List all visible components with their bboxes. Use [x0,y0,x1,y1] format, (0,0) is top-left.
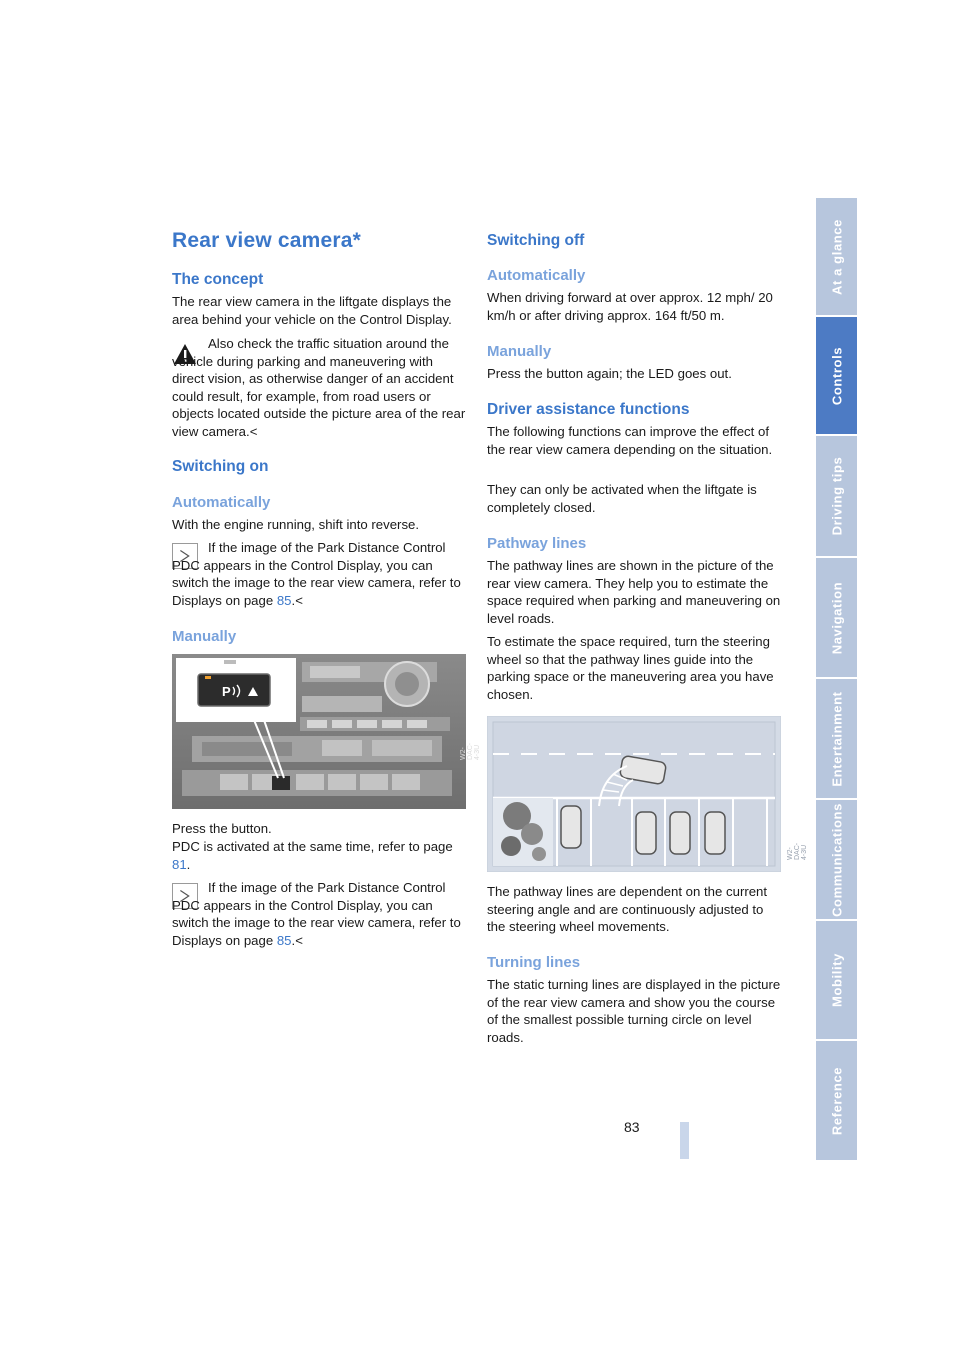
manual-on-heading: Manually [172,628,237,645]
tab-entertainment[interactable]: Entertainment [816,679,857,798]
driver-text-1: The following functions can improve the effect of the rear view camera depending on the situation. [487,424,773,457]
press-text: Press the button. [172,821,272,836]
turning-text: The static turning lines are displayed in the picture of the rear view camera and show you the course of the smallest possible turning circle on level roads. [487,977,781,1045]
image-code: W2-DAC-4-3U [460,742,481,760]
svg-text:P: P [222,684,231,699]
pathway-text-2: To estimate the space required, turn the steering wheel so that the pathway lines guide into the parking space or the maneuvering area you have chosen. [487,634,774,702]
page-number-bar [680,1122,689,1159]
turning-heading: Turning lines [487,954,581,971]
pathway-text-1: The pathway lines are shown in the picture of the rear view camera. They help you to estimate the space required when parking and maneuvering on level roads. [487,558,781,626]
page-number: 83 [624,1119,640,1135]
tab-communications[interactable]: Communications [816,800,857,919]
tab-at-a-glance[interactable]: At a glance [816,198,857,315]
concept-text: The rear view camera in the liftgate displays the area behind your vehicle on the Control Display. [172,294,452,327]
pathway-heading: Pathway lines [487,535,587,552]
image-code-2: W2-DAC-4-3U [787,842,808,860]
manual-off-heading: Manually [487,343,552,360]
pdc-button-illustration [172,654,466,809]
switching-off-heading: Switching off [487,232,585,249]
concept-heading: The concept [172,271,264,288]
note2-text: If the image of the Park Distance Control PDC appears in the Control Display, you can switch the image to the rear view camera, refer to Displays on page 85.< [172,880,461,948]
pathway-text-3: The pathway lines are dependent on the current steering angle and are continuously adjusted to the steering wheel movements. [487,884,768,935]
auto-on-text: With the engine running, shift into reverse. [172,517,420,532]
pdc-text: PDC is activated at the same time, refer to page 81. [172,839,453,872]
tab-driving-tips[interactable]: Driving tips [816,436,857,556]
auto-off-text: When driving forward at over approx. 12 mph/ 20 km/h or after driving approx. 164 ft/50 m. [487,290,773,323]
page-title: Rear view camera* [172,229,362,252]
driver-assistance-heading: Driver assistance functions [487,401,690,418]
tab-reference[interactable]: Reference [816,1041,857,1160]
switching-on-heading: Switching on [172,458,269,475]
tab-controls[interactable]: Controls [816,317,857,434]
auto-off-heading: Automatically [487,267,586,284]
tab-navigation[interactable]: Navigation [816,558,857,677]
auto-on-heading: Automatically [172,494,271,511]
manual-off-text: Press the button again; the LED goes out. [487,366,732,381]
page-link-85b[interactable]: 85 [276,932,292,948]
warning-text: Also check the traffic situation around the vehicle during parking and maneuvering with direct vision, as otherwise danger of an accident could result, for example, from road users or objects located outside the picture area of the rear view camera.< [172,336,466,439]
page-link-81[interactable]: 81 [172,856,187,872]
driver-text-2: They can only be activated when the liftgate is completely closed. [487,482,757,515]
tab-mobility[interactable]: Mobility [816,921,857,1039]
page-link-85[interactable]: 85 [276,592,292,608]
note1-text: If the image of the Park Distance Control PDC appears in the Control Display, you can switch the image to the rear view camera, refer to Displays on page 85.< [172,540,461,608]
pathway-lines-illustration [487,716,781,872]
